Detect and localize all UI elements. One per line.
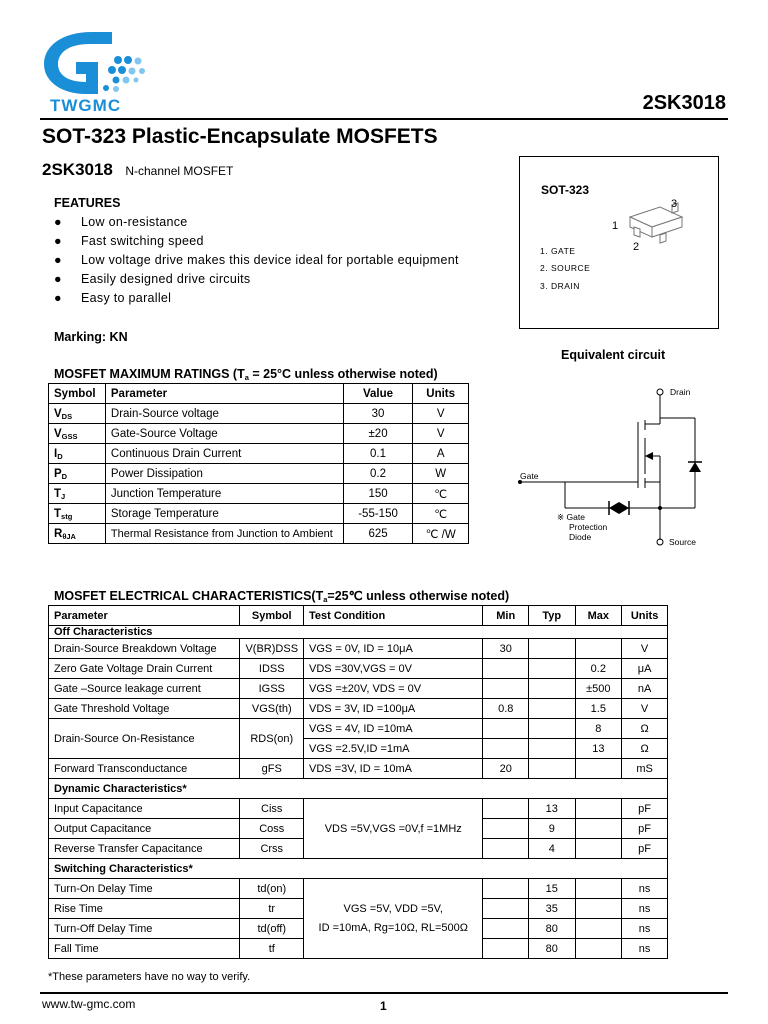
table-row: VGSS Gate-Source Voltage ±20 V	[49, 424, 469, 444]
subtitle-desc: N-channel MOSFET	[125, 164, 234, 178]
table-row: Zero Gate Voltage Drain Current IDSS VDS =30V,VGS = 0V 0.2 μA	[49, 659, 668, 679]
table-header-row: Symbol Parameter Value Units	[49, 384, 469, 404]
circuit-label-gate: Gate	[520, 471, 539, 481]
circuit-label-gpd: ※ Gate Protection Diode	[557, 512, 608, 542]
page-title: SOT-323 Plastic-Encapsulate MOSFETS	[42, 125, 438, 148]
features-list	[54, 215, 459, 310]
footer-rule	[40, 992, 728, 994]
section-off: Off Characteristics	[49, 626, 668, 639]
logo-text: TWGMC	[50, 96, 122, 115]
elec-table	[48, 605, 668, 959]
pin-label-drain: 3. DRAIN	[540, 281, 580, 291]
table-row: Fall Time tf 80 ns	[49, 939, 668, 959]
feature-item: ● Low on-resistance	[54, 215, 188, 229]
table-row: Forward Transconductance gFS VDS =3V, ID = 10mA 20 mS	[49, 759, 668, 779]
circuit-label-source: Source	[669, 537, 696, 547]
table-row: VGS =2.5V,ID =1mA 13 Ω	[49, 739, 668, 759]
max-ratings-table	[48, 383, 469, 544]
table-row: Turn-Off Delay Time td(off) 80 ns	[49, 919, 668, 939]
elec-heading: MOSFET ELECTRICAL CHARACTERISTICS(Ta=25℃ unless otherwise noted)	[54, 589, 510, 604]
feature-item: ● Easy to parallel	[54, 291, 172, 305]
table-row: ID Continuous Drain Current 0.1 A	[49, 444, 469, 464]
table-row: Output Capacitance Coss 9 pF	[49, 819, 668, 839]
subtitle-part: 2SK3018	[42, 160, 113, 179]
feature-item: ● Fast switching speed	[54, 234, 204, 248]
table-row: Drain-Source On-Resistance RDS(on) VGS = 4V, ID =10mA 8 Ω	[49, 719, 668, 739]
equivalent-circuit-title: Equivalent circuit	[561, 348, 666, 362]
table-row: VDS Drain-Source voltage 30 V	[49, 404, 469, 424]
feature-item: ● Low voltage drive makes this device ideal for portable equipment	[54, 253, 459, 267]
subtitle	[42, 160, 233, 180]
table-row: RθJA Thermal Resistance from Junction to Ambient 625 ℃ /W	[49, 524, 469, 544]
pin-number-1: 1	[612, 220, 619, 232]
part-number-header: 2SK3018	[642, 92, 726, 114]
table-row: Input Capacitance Ciss VDS =5V,VGS =0V,f =1MHz 13 pF	[49, 799, 668, 819]
table-row: Drain-Source Breakdown Voltage V(BR)DSS VGS = 0V, ID = 10μA 30 V	[49, 639, 668, 659]
section-switching: Switching Characteristics*	[49, 859, 668, 879]
marking: Marking: KN	[54, 330, 128, 344]
table-row: Reverse Transfer Capacitance Crss 4 pF	[49, 839, 668, 859]
table-row: Tstg Storage Temperature -55-150 ℃	[49, 504, 469, 524]
pin-number-2: 2	[633, 241, 640, 253]
equivalent-circuit-diagram	[515, 382, 715, 552]
header-rule	[40, 118, 728, 120]
page-number: 1	[380, 999, 387, 1013]
package-box	[519, 156, 719, 329]
section-dynamic: Dynamic Characteristics*	[49, 779, 668, 799]
package-name: SOT-323	[541, 183, 590, 197]
package-drawing	[620, 195, 700, 255]
circuit-label-drain: Drain	[670, 387, 691, 397]
features-heading: FEATURES	[54, 196, 121, 210]
table-row: Gate –Source leakage current IGSS VGS =±20V, VDS = 0V ±500 nA	[49, 679, 668, 699]
logo	[40, 28, 150, 118]
feature-item: ● Easily designed drive circuits	[54, 272, 251, 286]
pin-number-3: 3	[671, 198, 678, 210]
table-row: Rise Time tr 35 ns	[49, 899, 668, 919]
table-row: Gate Threshold Voltage VGS(th) VDS = 3V, ID =100μA 0.8 1.5 V	[49, 699, 668, 719]
table-row: Turn-On Delay Time td(on) VGS =5V, VDD =5V, ID =10mA, Rg=10Ω, RL=500Ω 15 ns	[49, 879, 668, 899]
table-row: TJ Junction Temperature 150 ℃	[49, 484, 469, 504]
logo-mark	[40, 28, 150, 100]
max-ratings-heading: MOSFET MAXIMUM RATINGS (Ta = 25°C unless otherwise noted)	[54, 367, 438, 382]
footer-url[interactable]: www.tw-gmc.com	[42, 997, 136, 1011]
pin-label-source: 2. SOURCE	[540, 263, 591, 273]
footnote: *These parameters have no way to verify.	[48, 971, 251, 983]
pin-label-gate: 1. GATE	[540, 246, 576, 256]
table-header-row: Parameter Symbol Test Condition Min Typ Max Units	[49, 606, 668, 626]
table-row: PD Power Dissipation 0.2 W	[49, 464, 469, 484]
